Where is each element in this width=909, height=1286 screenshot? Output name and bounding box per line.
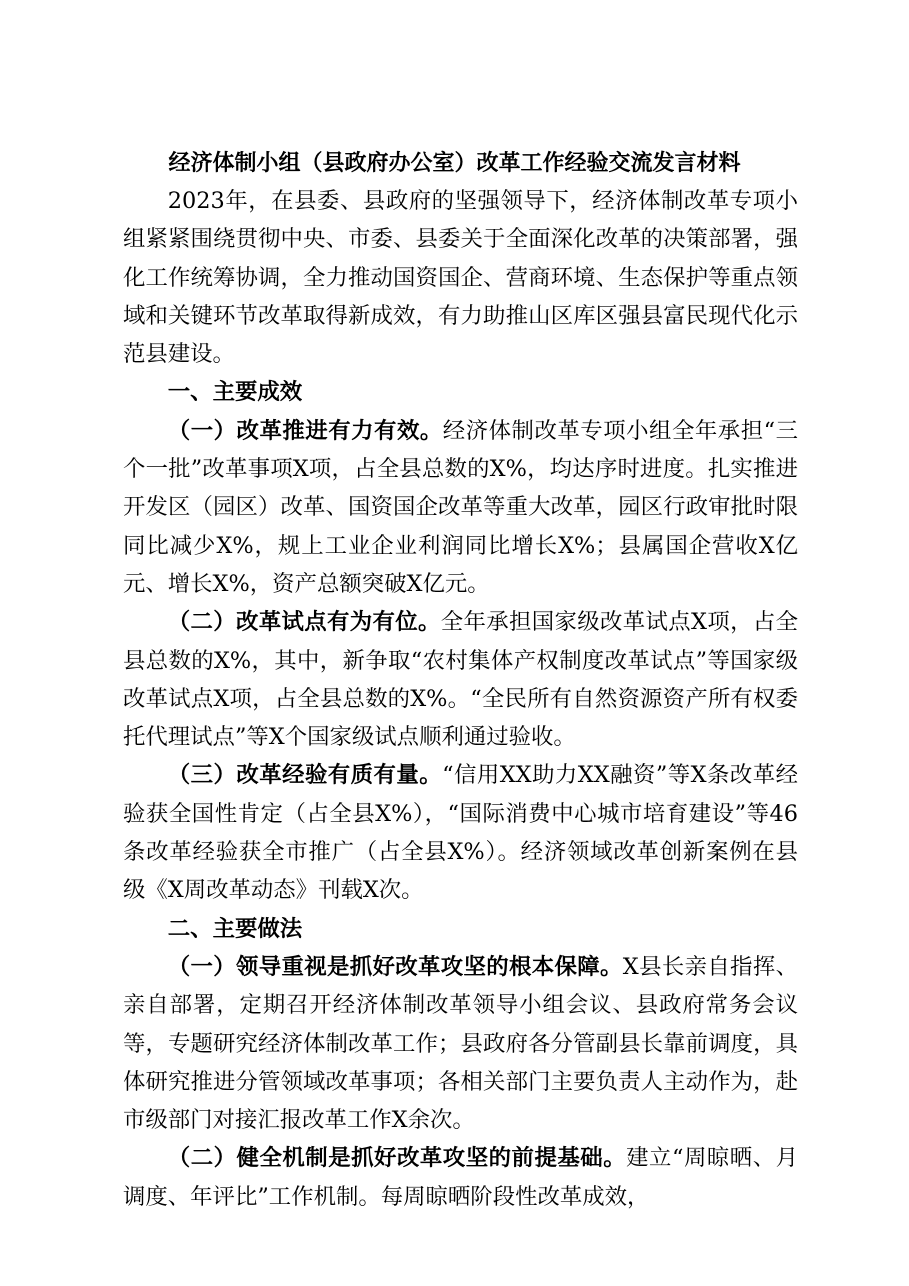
paragraph-lead: （三）改革经验有质有量。 [167,762,443,789]
section-heading-results: 一、主要成效 [167,379,303,406]
results-paragraph-1 [123,412,798,603]
practices-paragraph-2 [123,1139,798,1216]
practices-paragraph-1 [123,948,798,1139]
paragraph-text: 全年承担国家级改革试点X项，占全县总数的X%，其中，新争取“农村集体产权制度改革试点”等国家级改革试点X项，占全县总数的X%。“全民所有自然资源资产所有权委托代理试点”等X个国家级试点顺利通过验收。 [123,609,798,751]
paragraph-lead: （二）健全机制是抓好改革攻坚的前提基础。 [167,1145,627,1172]
paragraph-lead: （一）改革推进有力有效。 [167,417,443,444]
paragraph-text: X县长亲自指挥、亲自部署，定期召开经济体制改革领导小组会议、县政府常务会议等，专题研究经济体制改革工作；县政府各分管副县长靠前调度，具体研究推进分管领域改革事项；各相关部门主要负责人主动作为，赴市级部门对接汇报改革工作X余次。 [123,953,798,1134]
document-body [123,182,798,1216]
results-paragraph-2 [123,603,798,756]
paragraph-lead: （二）改革试点有为有位。 [167,609,441,636]
paragraph-text: 建立“周晾晒、月调度、年评比”工作机制。每周晾晒阶段性改革成效， [123,1145,799,1210]
paragraph-text: “信用XX助力XX融资”等X条改革经验获全国性肯定（占全县X%），“国际消费中心城市培育建设”等46条改革经验获全市推广（占全县X%）。经济领域改革创新案例在县级《X周改革动态》刊载X次。 [123,762,798,904]
document-title: 经济体制小组（县政府办公室）改革工作经验交流发言材料 [168,150,741,176]
section-heading-practices: 二、主要做法 [167,915,303,942]
results-paragraph-3 [123,756,798,909]
paragraph-text: 经济体制改革专项小组全年承担“三个一批”改革事项X项，占全县总数的X%，均达序时进度。扎实推进开发区（园区）改革、国资国企改革等重大改革，园区行政审批时限同比减少X%，规上工业企业利润同比增长X%；县属国企营收X亿元、增长X%，资产总额突破X亿元。 [123,417,798,597]
paragraph-lead: （一）领导重视是抓好改革攻坚的根本保障。 [167,953,623,980]
intro-paragraph: 2023年，在县委、县政府的坚强领导下，经济体制改革专项小组紧紧围绕贯彻中央、市委、县委关于全面深化改革的决策部署，强化工作统筹协调，全力推动国资国企、营商环境、生态保护等重点领域和关键环节改革取得新成效，有力助推山区库区强县富民现代化示范县建设。 [123,188,798,368]
